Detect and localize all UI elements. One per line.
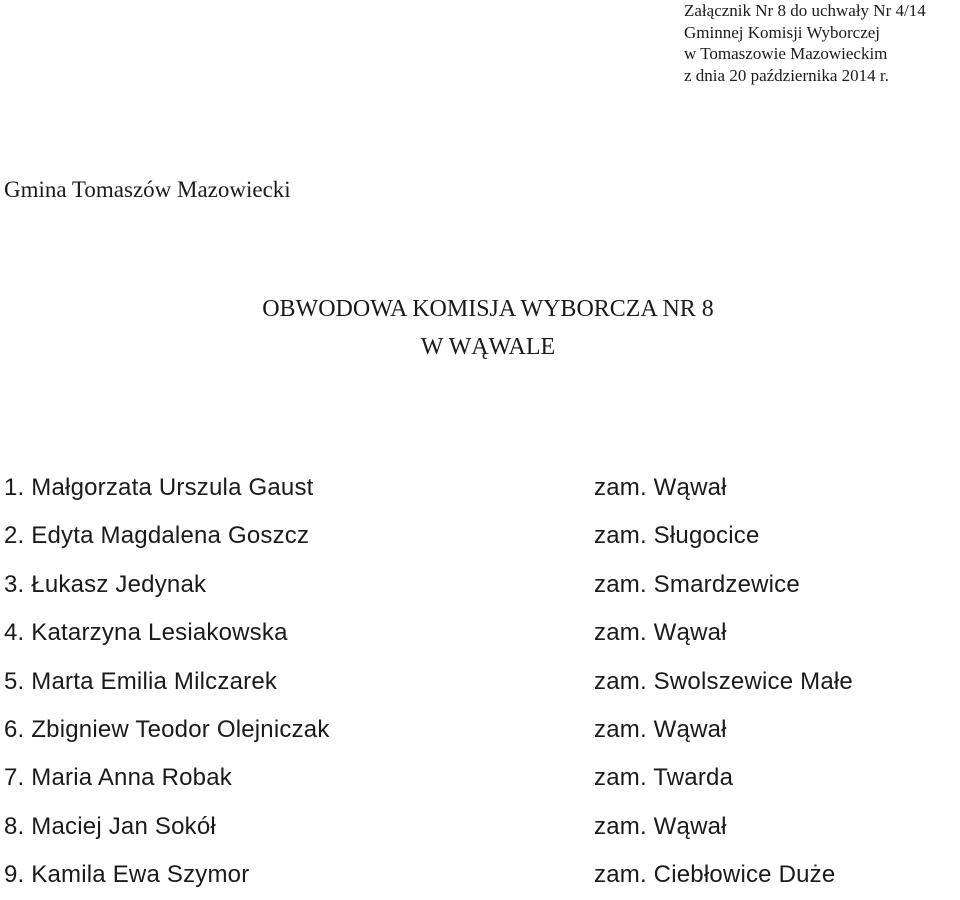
member-name: Zbigniew Teodor Olejniczak xyxy=(31,715,330,743)
member-address: zam. Wąwał xyxy=(594,474,727,501)
member-name: Marta Emilia Milczarek xyxy=(31,667,278,695)
member-address: zam. Sługocice xyxy=(594,522,760,550)
list-item xyxy=(4,561,960,609)
annex-line: Załącznik Nr 8 do uchwały Nr 4/14 xyxy=(684,1,926,20)
member-name: Edyta Magdalena Goszcz xyxy=(31,522,310,550)
member-name: Katarzyna Lesiakowska xyxy=(31,619,288,647)
member-address: zam. Wąwał xyxy=(594,812,727,840)
list-item xyxy=(4,609,960,657)
list-item xyxy=(4,754,960,802)
title-line-2: W WĄWALE xyxy=(420,334,556,360)
annex-line: z dnia 20 października 2014 r. xyxy=(684,65,889,85)
annex-line: w Tomaszowie Mazowieckim xyxy=(684,44,888,63)
title-line-1: OBWODOWA KOMISJA WYBORCZA NR 8 xyxy=(262,296,714,322)
list-item xyxy=(4,658,960,706)
member-number: 5. xyxy=(4,667,25,695)
municipality-name: Gmina Tomaszów Mazowiecki xyxy=(4,177,291,202)
member-number: 1. xyxy=(4,474,25,501)
member-address: zam. Smardzewice xyxy=(594,570,800,598)
list-item xyxy=(4,803,960,851)
list-item xyxy=(4,851,960,899)
member-name: Maciej Jan Sokół xyxy=(31,812,216,840)
member-name: Kamila Ewa Szymor xyxy=(31,861,250,889)
list-item xyxy=(4,464,960,512)
list-item xyxy=(4,706,960,754)
member-name: Łukasz Jedynak xyxy=(31,570,207,598)
member-name: Małgorzata Urszula Gaust xyxy=(31,474,314,501)
member-number: 8. xyxy=(4,812,25,840)
member-number: 9. xyxy=(4,861,25,889)
member-address: zam. Twarda xyxy=(594,764,734,792)
member-name: Maria Anna Robak xyxy=(31,764,232,792)
member-address: zam. Wąwał xyxy=(594,715,727,743)
member-list xyxy=(4,464,960,900)
member-number: 6. xyxy=(4,715,25,743)
document-title xyxy=(0,290,960,366)
member-number: 3. xyxy=(4,570,25,598)
annex-line: Gminnej Komisji Wyborczej xyxy=(684,22,881,42)
member-number: 2. xyxy=(4,522,25,550)
member-address: zam. Swolszewice Małe xyxy=(594,667,853,695)
member-address: zam. Wąwał xyxy=(594,619,727,647)
member-number: 7. xyxy=(4,764,25,792)
member-address: zam. Ciebłowice Duże xyxy=(594,861,836,889)
list-item xyxy=(4,512,960,560)
member-number: 4. xyxy=(4,619,25,647)
annex-annotation xyxy=(684,0,926,86)
